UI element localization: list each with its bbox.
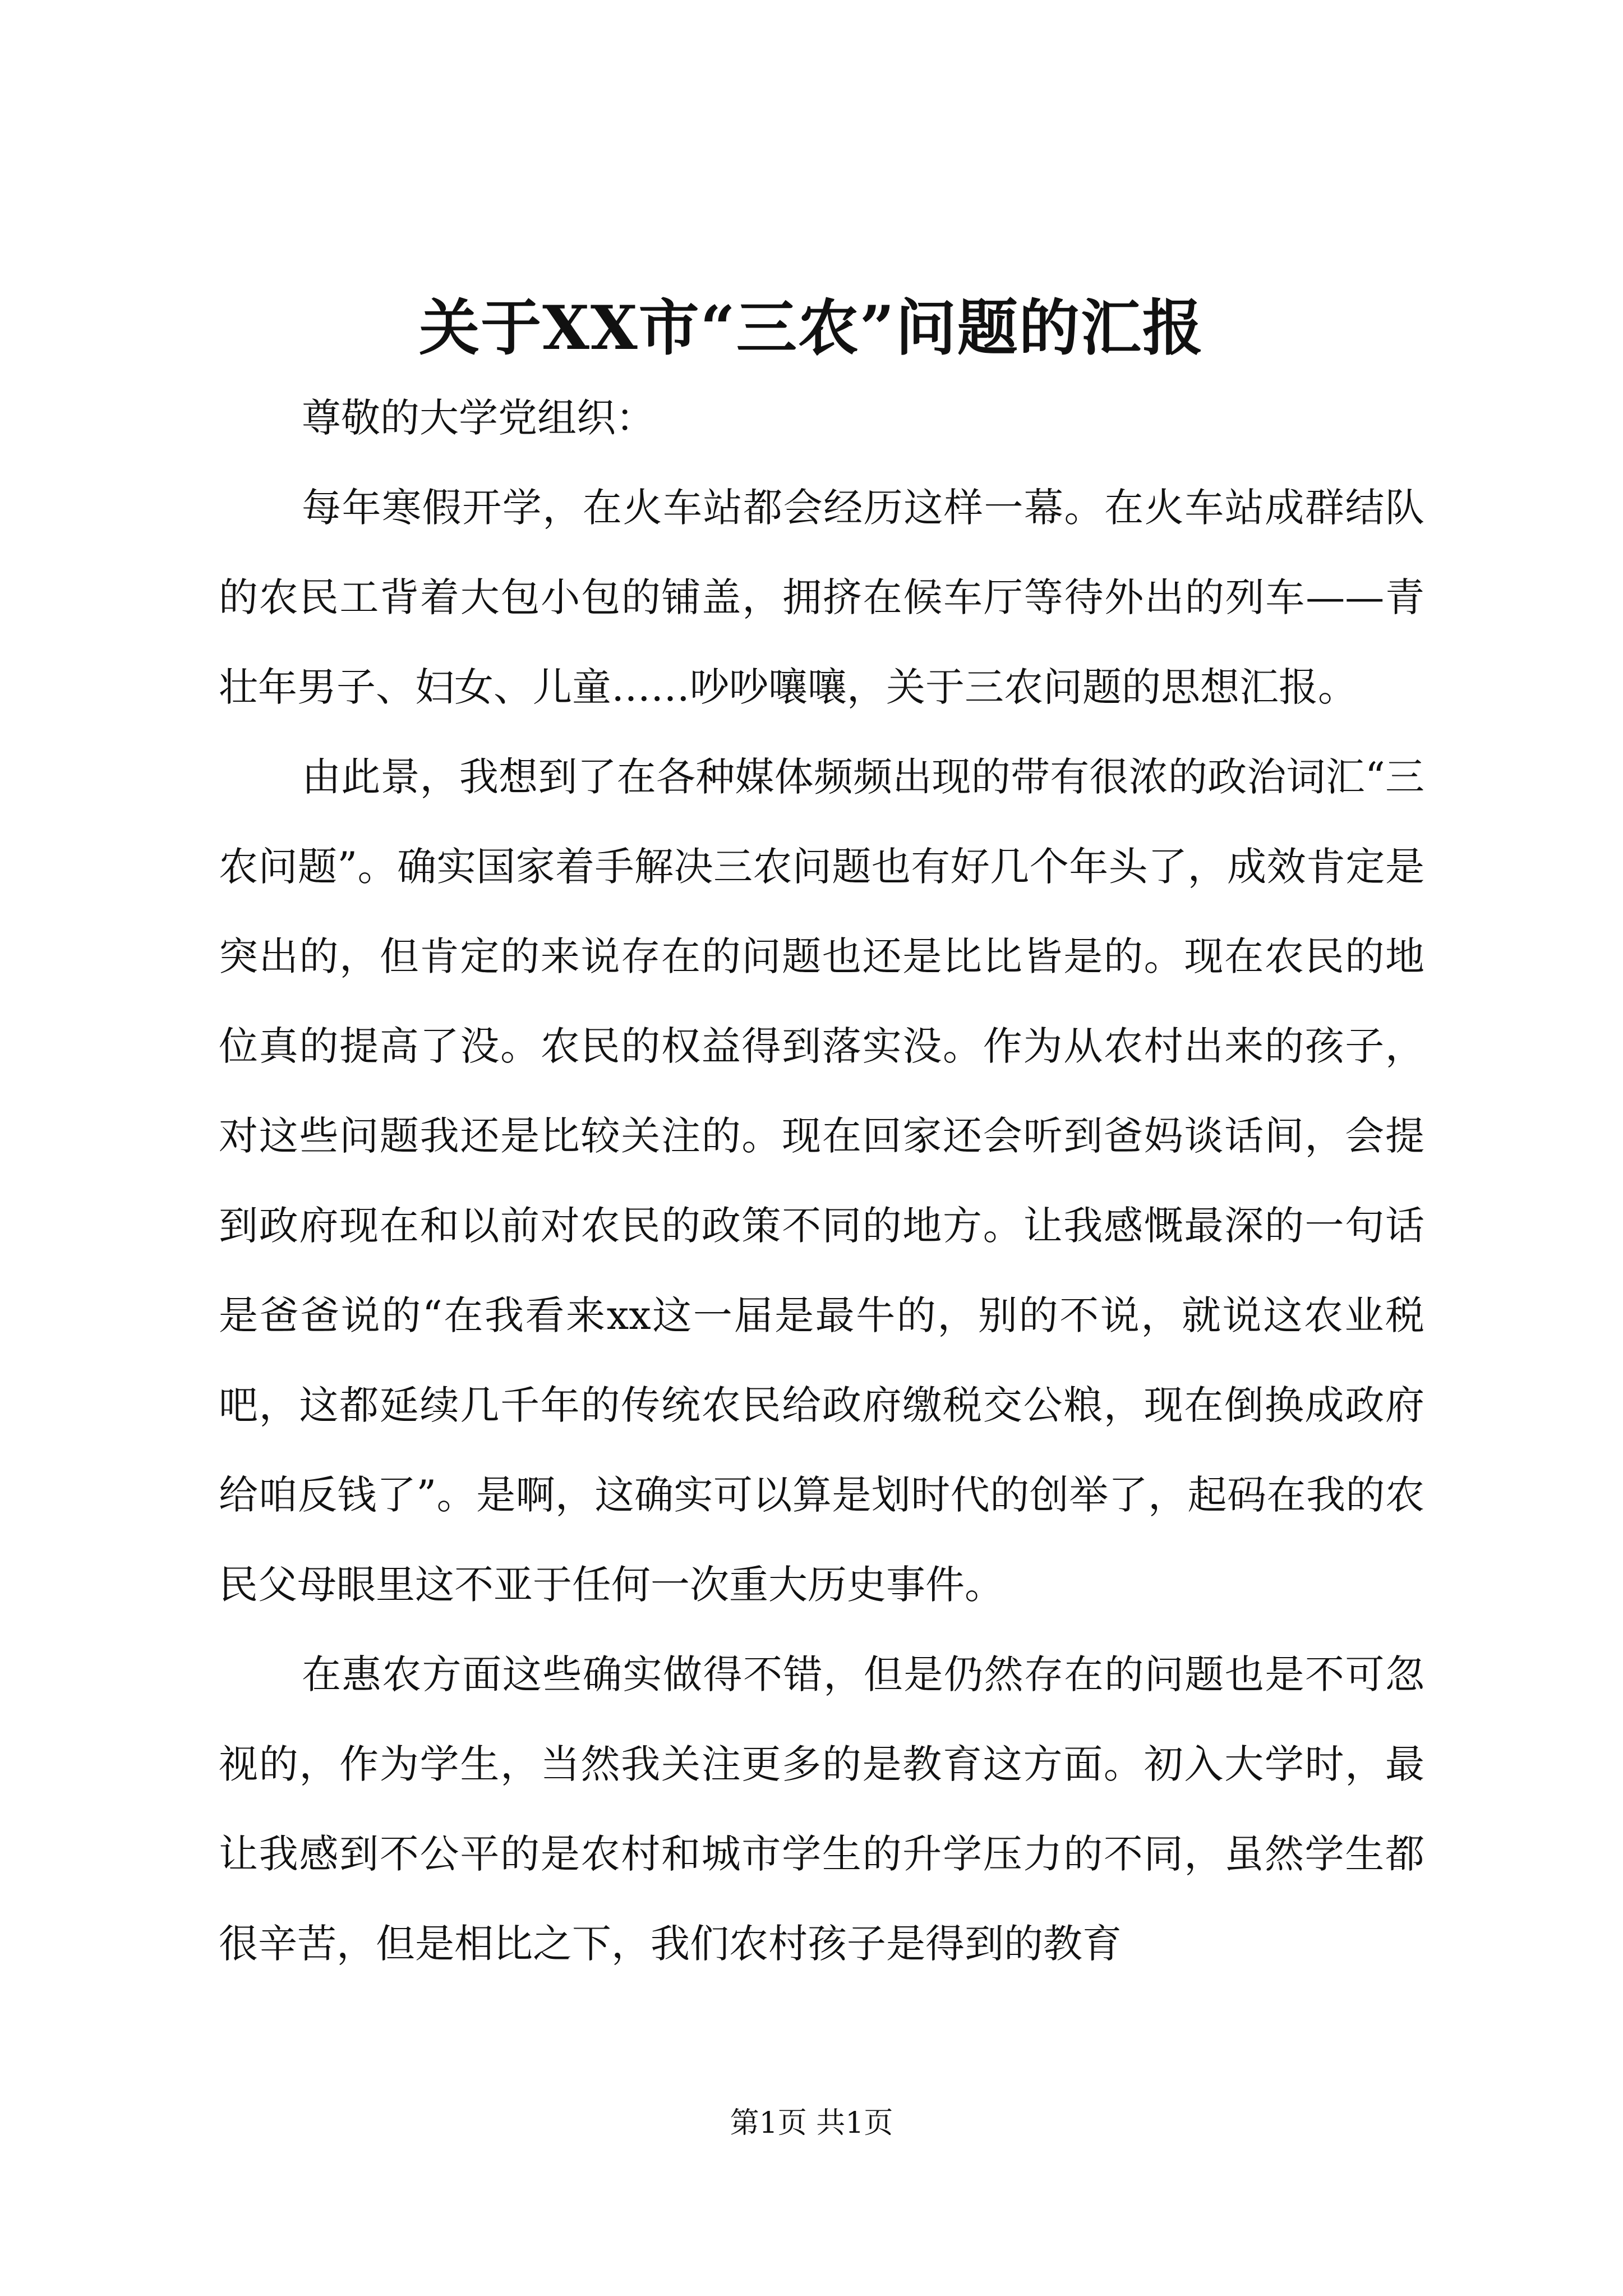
paragraph-1: 每年寒假开学，在火车站都会经历这样一幕。在火车站成群结队的农民工背着大包小包的铺盖，拥挤在候车厅等待外出的列车——青壮年男子、妇女、儿童……吵吵嚷嚷，关于三农问题的思想汇报。 — [219, 485, 1424, 710]
paragraph-2: 由此景，我想到了在各种媒体频频出现的带有很浓的政治词汇“三农问题”。确实国家着手解决三农问题也有好几个年头了，成效肯定是突出的，但肯定的来说存在的问题也还是比比皆是的。现在农民的地位真的提高了没。农民的权益得到落实没。作为从农村出来的孩子，对这些问题我还是比较关注的。现在回家还会听到爸妈谈话间，会提到政府现在和以前对农民的政策不同的地方。让我感慨最深的一句话是爸爸说的“在我看来xx这一届是最牛的，别的不说，就说这农业税吧，这都延续几千年的传统农民给政府缴税交公粮，现在倒换成政府给咱反钱了”。是啊，这确实可以算是划时代的创举了，起码在我的农民父母眼里这不亚于任何一次重大历史事件。 — [219, 754, 1424, 1608]
page-footer: 第1页 共1页 — [730, 2106, 893, 2140]
paragraph-3: 在惠农方面这些确实做得不错，但是仍然存在的问题也是不可忽视的，作为学生，当然我关注更多的是教育这方面。初入大学时，最让我感到不公平的是农村和城市学生的升学压力的不同，虽然学生都很辛苦，但是相比之下，我们农村孩子是得到的教育 — [219, 1651, 1424, 1967]
document-body — [219, 373, 1424, 1989]
salutation: 尊敬的大学党组织： — [302, 395, 655, 441]
document-title: 关于XX市“三农”问题的汇报 — [419, 293, 1204, 364]
